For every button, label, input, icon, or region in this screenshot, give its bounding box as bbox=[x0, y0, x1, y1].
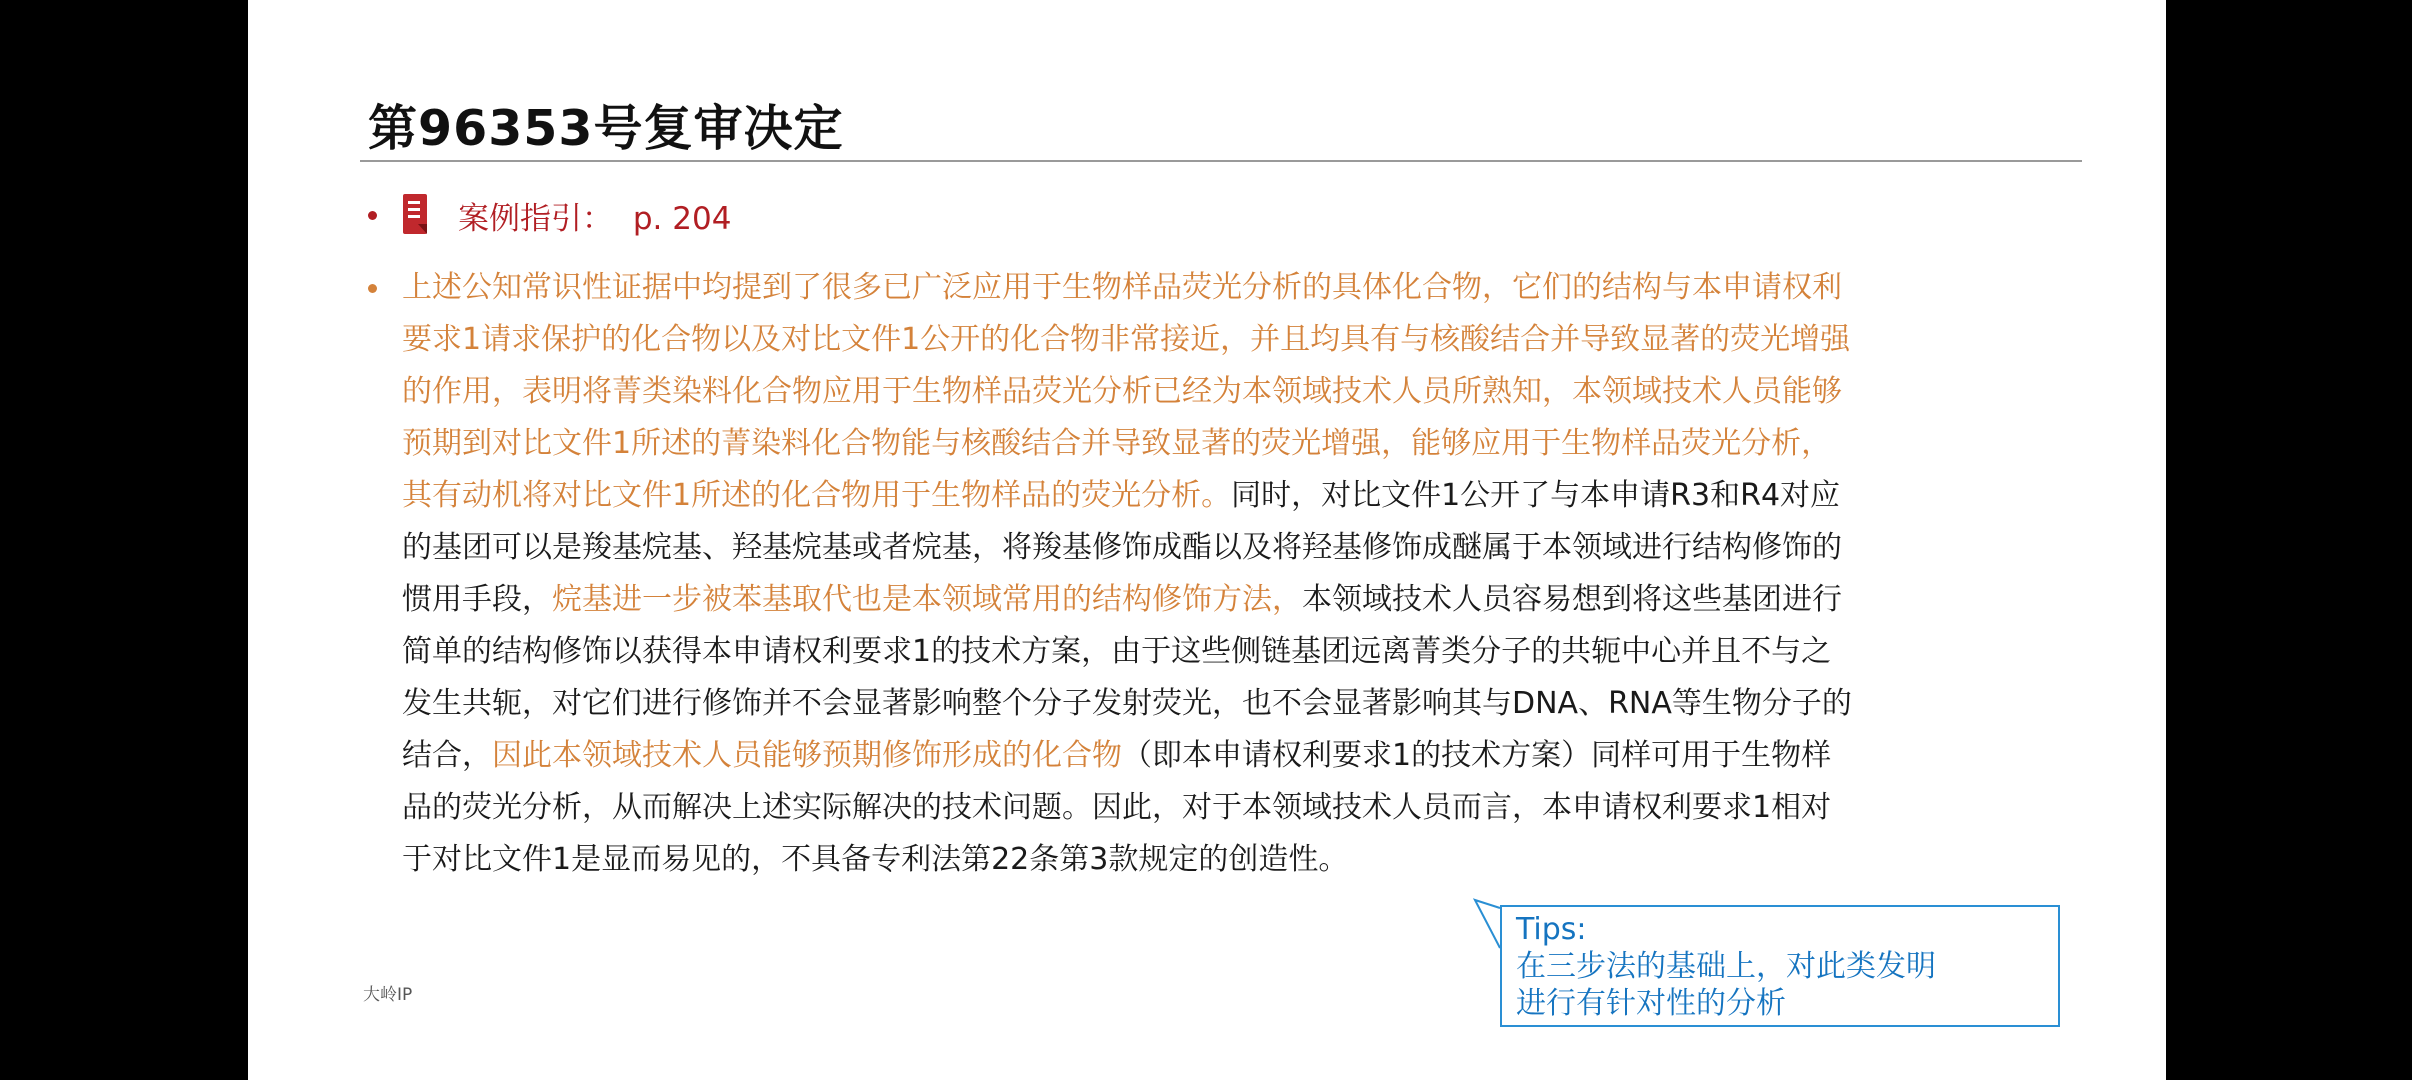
paragraph-line bbox=[402, 418, 2102, 470]
text-run: 因此本领域技术人员能够预期修饰形成的化合物 bbox=[492, 738, 1122, 773]
text-run: 于对比文件1是显而易见的，不具备专利法第22条第3款规定的创造性。 bbox=[402, 842, 1349, 877]
text-run: 本领域技术人员容易想到将这些基团进行 bbox=[1302, 582, 1842, 617]
text-run: 的作用，表明将菁类染料化合物应用于生物样品荧光分析已经为本领域技术人员所熟知，本领域技术人员能够 bbox=[402, 374, 1842, 409]
document-icon bbox=[402, 193, 428, 235]
text-run: 简单的结构修饰以获得本申请权利要求1的技术方案，由于这些侧链基团远离菁类分子的共轭中心并且不与之 bbox=[402, 634, 1832, 669]
paragraph-line bbox=[402, 522, 2102, 574]
text-run: 发生共轭，对它们进行修饰并不会显著影响整个分子发射荧光，也不会显著影响其与DNA、RNA等生物分子的 bbox=[402, 686, 1852, 721]
tips-line-1: 在三步法的基础上，对此类发明 bbox=[1516, 949, 1936, 984]
presentation-slide bbox=[248, 0, 2166, 1080]
text-run: 惯用手段， bbox=[402, 582, 552, 617]
paragraph-line bbox=[402, 730, 2102, 782]
slide-title: 第96353号复审决定 bbox=[368, 100, 844, 157]
text-run: 预期到对比文件1所述的菁染料化合物能与核酸结合并导致显著的荧光增强，能够应用于生物样品荧光分析， bbox=[402, 426, 1832, 461]
footer-brand: 大岭IP bbox=[363, 985, 413, 1005]
paragraph-line bbox=[402, 678, 2102, 730]
case-guide-label: 案例指引： bbox=[458, 201, 613, 237]
text-run: 结合， bbox=[402, 738, 492, 773]
paragraph-line bbox=[402, 262, 2102, 314]
text-run: 其有动机将对比文件1所述的化合物用于生物样品的荧光分析。 bbox=[402, 478, 1232, 513]
text-run: 上述公知常识性证据中均提到了很多已广泛应用于生物样品荧光分析的具体化合物，它们的结构与本申请权利 bbox=[402, 270, 1842, 305]
paragraph-line bbox=[402, 782, 2102, 834]
tips-line-2: 进行有针对性的分析 bbox=[1516, 986, 1786, 1021]
paragraph-line bbox=[402, 314, 2102, 366]
tips-callout bbox=[1500, 905, 2060, 1027]
paragraph-line bbox=[402, 366, 2102, 418]
text-run: 同时，对比文件1公开了与本申请R3和R4对应 bbox=[1231, 478, 1841, 513]
text-run: 要求1请求保护的化合物以及对比文件1公开的化合物非常接近，并且均具有与核酸结合并导致显著的荧光增强 bbox=[402, 322, 1851, 357]
bullet-dot bbox=[368, 211, 377, 220]
tips-heading: Tips: bbox=[1516, 912, 1587, 947]
decision-paragraph bbox=[402, 262, 2102, 886]
text-run: （即本申请权利要求1的技术方案）同样可用于生物样 bbox=[1122, 738, 1832, 773]
bullet-dot bbox=[368, 284, 377, 293]
paragraph-line bbox=[402, 470, 2102, 522]
paragraph-line bbox=[402, 626, 2102, 678]
paragraph-line bbox=[402, 834, 2102, 886]
callout-pointer bbox=[1473, 898, 1503, 958]
text-run: 品的荧光分析，从而解决上述实际解决的技术问题。因此，对于本领域技术人员而言，本申请权利要求1相对 bbox=[402, 790, 1832, 825]
title-divider bbox=[360, 160, 2082, 162]
text-run: 的基团可以是羧基烷基、羟基烷基或者烷基，将羧基修饰成酯以及将羟基修饰成醚属于本领域进行结构修饰的 bbox=[402, 530, 1842, 565]
case-guide-ref bbox=[458, 193, 731, 238]
case-guide-page: p. 204 bbox=[632, 201, 732, 237]
paragraph-line bbox=[402, 574, 2102, 626]
text-run: 烷基进一步被苯基取代也是本领域常用的结构修饰方法， bbox=[552, 582, 1302, 617]
